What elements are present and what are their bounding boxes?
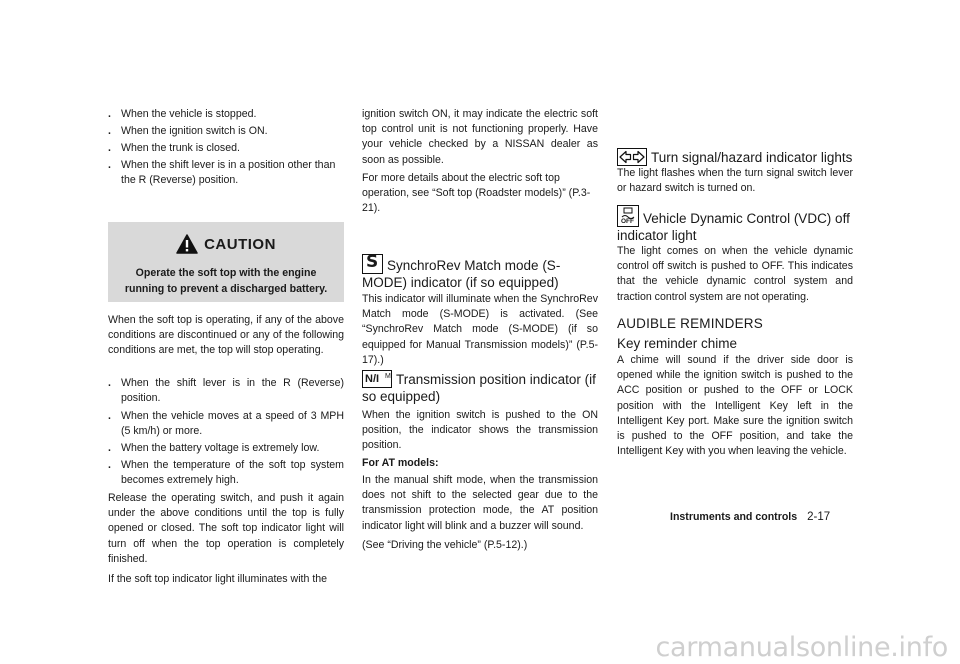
paragraph: (See “Driving the vehicle” (P.5-12).)	[362, 539, 528, 551]
paragraph: The light flashes when the turn signal switch lever or hazard switch is turned on.	[617, 167, 853, 195]
list-item: . When the vehicle is stopped.	[108, 108, 257, 120]
caution-header	[108, 232, 344, 256]
list-item: . When the shift lever is in the R (Reverse) position.	[108, 377, 344, 405]
paragraph: For more details about the electric soft top operation, see “Soft top (Roadster models)” (P.3-21).	[362, 172, 591, 215]
turn-signal-icon	[617, 148, 647, 166]
caution-title: CAUTION	[204, 235, 276, 253]
list-item: . When the temperature of the soft top system becomes extremely high.	[108, 459, 344, 487]
section-heading-turn-signal: Turn signal/hazard indicator lights	[617, 148, 853, 166]
paragraph: In the manual shift mode, when the transmission does not shift to the selected gear due to the transmission protection mode, the AT position indicator light will blink and a buzzer will sound.	[362, 474, 598, 532]
paragraph: Release the operating switch, and push it again under the above conditions until the top is fully opened or closed. The soft top indicator light will turn off when the top operation is completely finished.	[108, 492, 344, 565]
section-heading-smode: S SynchroRev Match mode (S-MODE) indicator (if so equipped)	[362, 252, 561, 290]
list-item: . When the trunk is closed.	[108, 142, 240, 154]
footer-section-title: Instruments and controls	[670, 511, 798, 523]
paragraph: A chime will sound if the driver side door is opened while the ignition switch is pushed to the ACC position or pushed to the OFF or LOCK position with the Intelligent Key left in the Intelligent Key port. Make sure the ignition switch is pushed to the OFF position, and take the Intelligent Key with you when leaving the vehicle.	[617, 354, 853, 458]
paragraph: When the soft top is operating, if any of the above conditions are discontinued or any of the following conditions are met, the top will stop operating.	[108, 314, 344, 357]
paragraph: When the ignition switch is pushed to the ON position, the indicator shows the transmission position.	[362, 409, 598, 452]
vdc-off-icon: OFF	[617, 205, 639, 227]
paragraph: This indicator will illuminate when the SynchroRev Match mode (S-MODE) is activated. (See “SynchroRev Match mode (S-MODE) (if so equipped for Manual Transmission models)” (P.5-17).)	[362, 293, 598, 366]
section-heading-vdc: OFF Vehicle Dynamic Control (VDC) off indicator light	[617, 205, 853, 244]
watermark: carmanualsonline.info	[655, 632, 948, 663]
sub-heading-key-reminder: Key reminder chime	[617, 336, 738, 351]
paragraph: ignition switch ON, it may indicate the electric soft top control unit is not functioning properly. Have your vehicle checked by a NISSAN dealer as soon as possible.	[362, 108, 598, 166]
warning-icon	[176, 234, 198, 254]
list-item: . When the shift lever is in a position other than the R (Reverse) position.	[108, 159, 336, 187]
section-heading-transmission: N/I M Transmission position indicator (if so equipped)	[362, 372, 596, 404]
paragraph: If the soft top indicator light illuminates with the	[108, 573, 328, 585]
page-number: 2-17	[807, 511, 831, 523]
list-item: . When the ignition switch is ON.	[108, 125, 268, 137]
s-mode-icon: S	[362, 254, 383, 274]
at-models-label: For AT models:	[362, 457, 439, 469]
list-item: . When the battery voltage is extremely low.	[108, 442, 320, 454]
caution-text: Operate the soft top with the engine running to prevent a discharged battery.	[124, 267, 328, 295]
paragraph: The light comes on when the vehicle dynamic control off switch is pushed to OFF. This indicates that the vehicle dynamic control system and traction control system are not operating.	[617, 245, 853, 303]
transmission-indicator-icon: N/I M	[362, 370, 392, 388]
page-footer	[670, 511, 860, 523]
section-heading-audible: AUDIBLE REMINDERS	[617, 316, 763, 331]
list-item: . When the vehicle moves at a speed of 3 MPH (5 km/h) or more.	[108, 410, 344, 438]
caution-box	[108, 222, 344, 302]
